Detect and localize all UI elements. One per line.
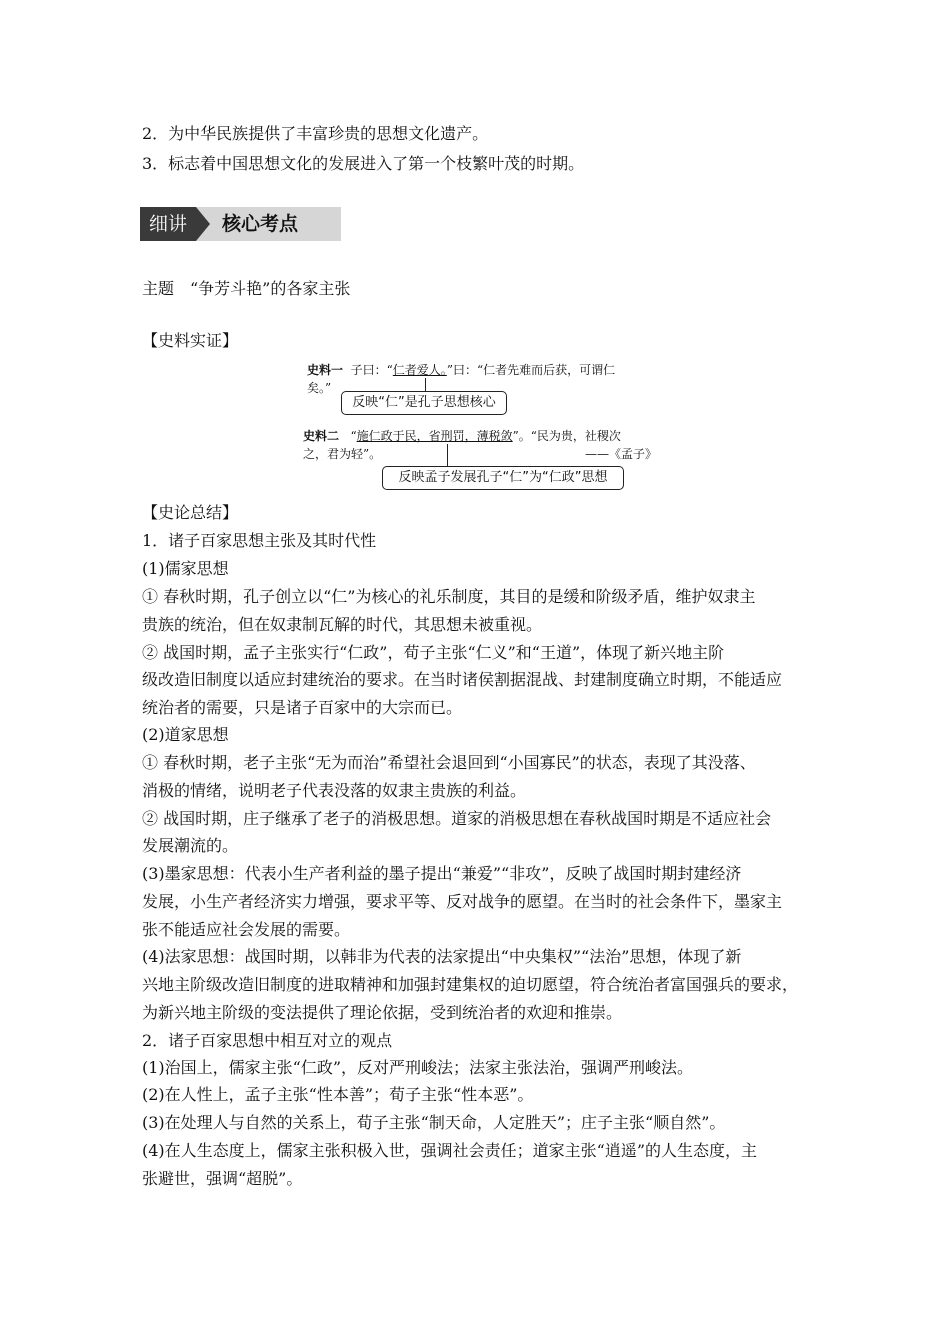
source-1-label: 史料一 [307,363,344,377]
body-line: ② 战国时期，庄子继承了老子的消极思想。道家的消极思想在春秋战国时期是不适应社会 [142,809,772,828]
body-line: ① 春秋时期，老子主张“无为而治”希望社会退回到“小国寡民”的状态，表现了其没落、 [142,753,756,772]
source-2-text [303,428,621,444]
body-line: (2)在人性上，孟子主张“性本善”；荀子主张“性本恶”。 [142,1085,534,1104]
intro-line-3: 3．标志着中国思想文化的发展进入了第一个枝繁叶茂的时期。 [142,154,585,173]
connector-line-1 [425,378,426,392]
body-line: 兴地主阶级改造旧制度的进取精神和加强封建集权的迫切愿望，符合统治者富国强兵的要求， [142,975,799,994]
conclusion-box-1: 反映“仁”是孔子思想核心 [341,391,507,415]
body-line: (3)在处理人与自然的关系上，荀子主张“制天命，人定胜天”；庄子主张“顺自然”。 [142,1113,726,1132]
body-line: ② 战国时期，孟子主张实行“仁政”，荀子主张“仁义”和“王道”，体现了新兴地主阶 [142,643,725,662]
body-line: 为新兴地主阶级的变法提供了理论依据，受到统治者的欢迎和推崇。 [142,1003,623,1022]
source-1-underlined: 仁者爱人。 [392,363,447,377]
body-line: 贵族的统治，但在奴隶制瓦解的时代，其思想未被重视。 [142,615,543,634]
source-1-line-2: 矣。” [307,381,332,395]
section-banner [140,207,341,241]
section-heading-evidence: 【史料实证】 [142,331,239,350]
body-line: (4)在人生态度上，儒家主张积极入世，强调社会责任；道家主张“逍遥”的人生态度，主 [142,1141,758,1160]
source-1-post: ”曰：“仁者先难而后获，可谓仁 [446,363,616,377]
body-line: 级改造旧制度以适应封建统治的要求。在当时诸侯割据混战、封建制度确立时期，不能适应 [142,670,783,689]
banner-title: 核心考点 [222,213,299,235]
source-2-underlined: 施仁政于民，省刑罚，薄税敛 [356,429,513,443]
body-line: ① 春秋时期，孔子创立以“仁”为核心的礼乐制度，其目的是缓和阶级矛盾，维护奴隶主 [142,587,756,606]
source-2-label: 史料二 [303,429,340,443]
body-line: 2．诸子百家思想中相互对立的观点 [142,1031,393,1050]
source-2-post: ”。“民为贵，社稷次 [512,429,621,443]
body-line: 1．诸子百家思想主张及其时代性 [142,531,377,550]
body-line: (2)道家思想 [142,725,229,744]
source-2-pre: “ [350,429,357,443]
source-1-pre: 子曰：“ [350,363,393,377]
connector-line-2 [447,444,448,466]
body-line: (1)治国上，儒家主张“仁政”，反对严刑峻法；法家主张法治，强调严刑峻法。 [142,1058,694,1077]
body-line: 统治者的需要，只是诸子百家中的大宗而已。 [142,698,463,717]
body-line: 发展潮流的。 [142,836,239,855]
body-line: 张不能适应社会发展的需要。 [142,920,351,939]
body-line: (1)儒家思想 [142,559,229,578]
banner-dark-label: 细讲 [140,207,196,241]
body-line: 发展，小生产者经济实力增强，要求平等、反对战争的愿望。在当时的社会条件下，墨家主 [142,892,783,911]
conclusion-box-2: 反映孟子发展孔子“仁”为“仁政”思想 [382,466,624,490]
source-2-citation: ——《孟子》 [585,447,658,461]
body-line: (3)墨家思想：代表小生产者利益的墨子提出“兼爱”“非攻”，反映了战国时期封建经济 [142,864,742,883]
body-line: (4)法家思想：战国时期，以韩非为代表的法家提出“中央集权”“法治”思想，体现了新 [142,947,742,966]
banner-arrow-icon [196,207,210,241]
body-line: 消极的情绪，说明老子代表没落的奴隶主贵族的利益。 [142,781,527,800]
body-line: 张避世，强调“超脱”。 [142,1169,303,1188]
section-heading-summary: 【史论总结】 [142,503,239,522]
source-2-line-2: 之，君为轻”。 [303,447,382,461]
intro-line-2: 2．为中华民族提供了丰富珍贵的思想文化遗产。 [142,124,489,143]
source-1-text [307,362,615,378]
theme-heading: 主题 “争芳斗艳”的各家主张 [142,279,351,298]
